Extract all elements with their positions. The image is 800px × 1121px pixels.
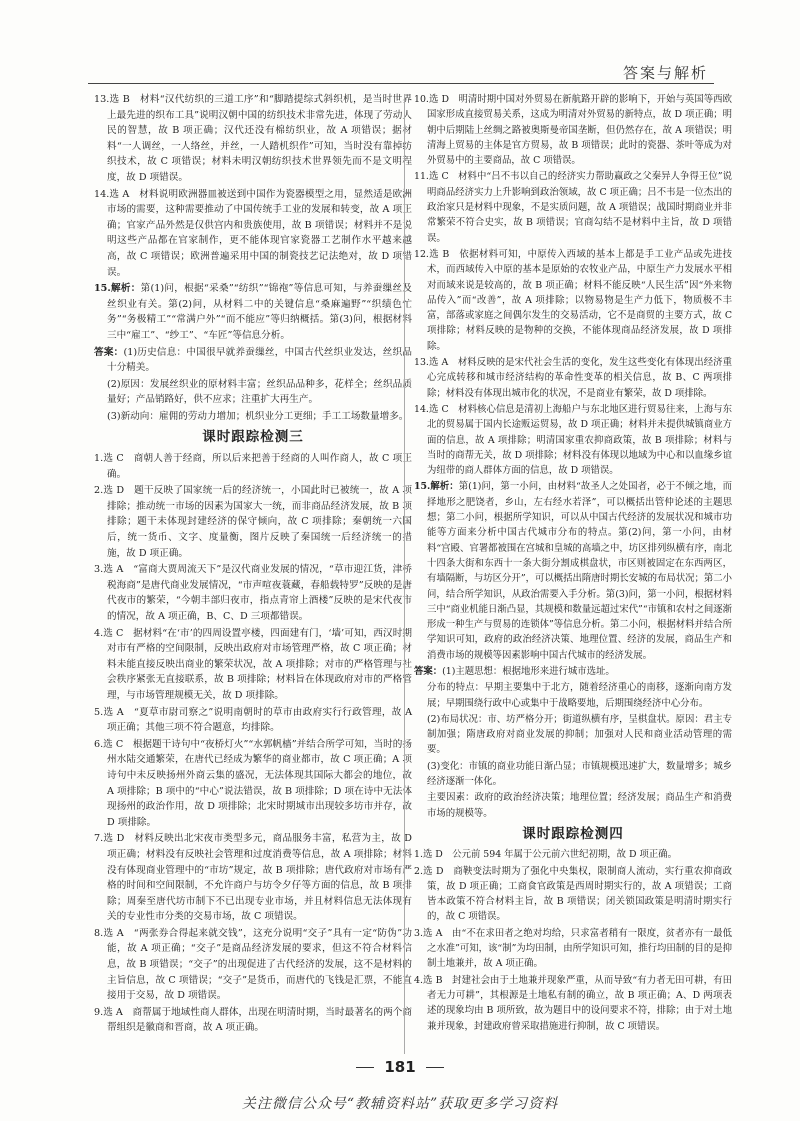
answer-text: 2.选 D 题干反映了国家统一后的经济统一，小国此时已被统一，故 A 项排除；推动统一市场的因素为国家大一统，而非商品经济发展，故 B 项排除；题干未体现封建经济的保守倾向，故 C 项排除；秦朝统一六国后，统一货币、文字、度量衡，图片反映了秦国统一后经济统一的措施，故 D 项正确。 [94, 485, 412, 559]
right-column [414, 92, 732, 1035]
answer-item [94, 562, 412, 624]
answer-item [94, 187, 412, 281]
answer-item [94, 737, 412, 831]
answer-text: (1)主题思想：根据地形来进行城市选址。 [442, 665, 615, 677]
answer-text: 1.选 C 商朝人善于经商，所以后来把善于经商的人叫作商人，故 C 项正确。 [94, 453, 412, 480]
answer-text: 1.选 D 公元前 594 年属于公元前六世纪初期，故 D 项正确。 [414, 849, 678, 861]
header-divider [88, 83, 714, 84]
answer-text: 5.选 A “夏草市尉司察之”说明南朝时的草市由政府实行行政管理，故 A 项正确；其他三项不符合题意，均排除。 [94, 706, 412, 734]
answer-item [414, 479, 732, 663]
answer-text: 14.选 A 材料说明欧洲器皿被送到中国作为瓷器模型之用，显然适是欧洲市场的需要，这种需要推动了中国传统手工业的发展和转变，故 A 项正确；官家产品外然是仅供宫内和贵族使用，故 B 项错误；材料并不是说明这些产品都在官家制作，更不能体现官家瓷器工艺制作水平越来越高，故 C 项错误；欧洲普遍采用中国的制瓷技艺记法绝对，故 D 项错误。 [94, 188, 412, 278]
answer-text: (3)新动向：雇佣的劳动力增加；机织业分工更细；手工工场数量增多。 [107, 410, 409, 422]
answer-item [94, 626, 412, 704]
column-divider [404, 94, 405, 1054]
answer-item [414, 759, 732, 790]
left-column [94, 92, 412, 1037]
answer-item [94, 831, 412, 925]
answer-item [94, 926, 412, 1004]
answer-item [94, 483, 412, 561]
answer-text: (2)原因：发展丝织业的原材料丰富；丝织品品种多，花样全；丝织品质量好；产品销路好，供不应求；注重扩大再生产。 [107, 378, 412, 406]
answer-item [414, 712, 732, 758]
answer-item [94, 1005, 412, 1036]
page-number [0, 1058, 800, 1076]
answer-text: 12.选 B 依据材料可知，中原传入西域的基本上都是手工业产品或先进技术，而西域传入中原的基本是原始的农牧业产品，中原生产力发展水平相对而域来说是较高的，故 B 项正确；材料不能反映“人民生活”因“外来物品传入”而“改善”，故 A 项排除；以物易物是生产力低下，物质极不丰富，部落或家庭之间偶尔发生的交易活动，它不是商贸的主要方式，故 C 项排除；材料反映的是物种的交换，不能体现商品经济发展，故 D 项排除。 [414, 248, 732, 352]
answer-item [414, 247, 732, 354]
page-header-title: 答案与解析 [622, 64, 708, 82]
answer-item [94, 281, 412, 343]
answer-item [414, 926, 732, 972]
section-title: 课时跟踪检测四 [522, 825, 624, 842]
answer-text: 14.选 C 材料核心信息是清初上海船户与东北地区进行贸易往来，上海与东北的贸易属于国内长途贩运贸易，故 D 项正确；材料并未提供城镇商业方面的信息，故 A 项排除；明清国家重农抑商政策，故 B 项排除；材料与当时的商帮无关，故 D 项排除；材料没有体现以地域为中心和以血缘乡谊为纽带的商人群体方面的信息，故 D 项错误。 [414, 403, 732, 477]
answer-item [414, 790, 732, 821]
answer-text: (1)历史信息：中国很早就养蚕缫丝，中国古代丝织业发达，丝织品十分精美。 [107, 346, 413, 374]
answer-item [414, 973, 732, 1034]
answer-text: 2.选 D 商鞅变法时期为了强化中央集权，限制商人流动，实行重农抑商政策，故 D 项正确；工商食官政策是西周时期实行的，故 A 项错误；工商皆本政策不符合材料主旨，故 B 项错误；闭关锁国政策是明清时期实行的，故 C 项错误。 [414, 865, 732, 923]
answer-item [414, 847, 732, 862]
answer-text: 第(1)问，第一小问，由材料“故圣人之处国者，必于不倾之地，而择地形之肥饶者，乡山，左右经水若泽”，可以概括出管仲论述的主题思想；第二小问，根据所学知识，可以从中国古代经济的发展状况和城市功能等方面来分析中国古代城市分布的特点。第(2)问，第一小问，由材料“宫殿、官署都被围在宫城和皇城的高墙之中，坊区排列纵横有序，南北十四条大街和东西十一条大街分割成棋盘状，市区则被固定在东西两区，有墙隔断，与坊区分开”，可以概括出隋唐时期长安城的布局状况；第二小问，结合所学知识，从政治需要入手分析。第(3)问，第一小问，根据材料三中“商业机能日渐凸显，其规模和数量远超过宋代”“市镇和农村之间逐渐形成一种生产与贸易的连锁体”等信息分析。第二小问，根据材料并结合所学知识可知，政府的政治经济决策、地理位置、经济的发展，商品生产和消费市场的规模等因素影响中国古代城市的经济发展。 [427, 481, 733, 661]
answer-text: 3.选 A 由“不在求田者之绝对均给，只求富者稍有一限度，贫者亦有一最低之水准”可知，该“制”为均田制，由所学知识可知，推行均田制的目的是抑制土地兼并，故 A 项正确。 [414, 927, 733, 970]
answer-text: (3)变化：市镇的商业功能日渐凸显；市镇规模迅速扩大，数量增多；城乡经济逐渐一体化。 [427, 760, 732, 788]
answer-label: 15.解析： [94, 283, 141, 295]
answer-item [94, 705, 412, 736]
answer-text: 主要因素：政府的政治经济决策；地理位置；经济发展；商品生产和消费市场的规模等。 [427, 792, 732, 819]
answer-item [94, 92, 412, 186]
answer-text: 3.选 A “富商大贾周流天下”是汉代商业发展的情况，“草市迎江货，津桥税海商”是唐代商业发展情况，“市声喧夜蓑藏，春船载特罗”反映的是唐代夜市的繁荣，“今朝丰部归夜市，指点青帘上酒楼”反映的是宋代夜市的情况，故 A 项正确，B、C、D 三项都错误。 [94, 564, 412, 622]
answer-text: 6.选 C 根据题干诗句中“夜桥灯火”“水郭帆樯”并结合所学可知，当时的扬州水陆交通繁荣，在唐代已经成为繁华的商业都市，故 C 项正确；A 项诗句中未反映扬州外商云集的盛况，无法体现其国际大都会的地位，故 A 项排除；B 项中的“中心”说法错误，故 B 项排除；D 项在诗中无法体现扬州的政治作用，故 D 项排除；北宋时期城市出现较多坊市并存，故 D 项排除。 [94, 738, 412, 828]
answer-label: 答案： [94, 346, 124, 358]
answer-text: 13.选 A 材料反映的是宋代社会生活的变化，发生这些变化有体现出经济重心完成转移和城市经济结构的革命性变革的相关信息，故 B、C 两项排除；材料没有体现出城市化的状况，不是商业有繁荣，故 D 项排除。 [414, 357, 732, 399]
answer-item [414, 355, 732, 401]
answer-text: (2)布局状况：市、坊严格分开；街道纵横有序，呈棋盘状。原因：君主专制加强；隋唐政府对商业发展的抑制；加强对人民和商业活动管理的需要。 [427, 713, 732, 756]
answer-text: 4.选 B 封建社会由于土地兼并现象严重，从而导致“有力者无田可耕，有田者无力可耕”，其根源是土地私有制的确立，故 B 项正确；A、D 两项表述的现象均由 B 项所致，故为题目中的设问要求不符，排除；由于对土地兼并现象，封建政府曾采取措施进行抑制，故 C 项错误。 [414, 974, 732, 1032]
answer-label: 15.解析： [414, 481, 459, 493]
answer-item [414, 680, 732, 711]
answer-text: 9.选 A 商帮属于地域性商人群体，出现在明清时期，当时最著名的两个商帮组织是徽商和晋商，故 A 项正确。 [94, 1006, 412, 1034]
footer-note: 关注微信公众号“教辅资料站”获取更多学习资料 [241, 1096, 559, 1112]
answer-text: 分布的特点：早期主要集中于北方，随着经济重心的南移，逐渐向南方发展；早期围绕行政中心或集中于战略要地，后期围绕经济中心分布。 [427, 682, 732, 709]
answer-label: 答案： [414, 665, 443, 677]
answer-item [94, 409, 412, 425]
answer-text: 11.选 C 材料中“吕不韦以自己的经济实力帮助赢政之父秦异人争得王位”说明商品经济实力上升影响到政治领域，故 C 项正确；吕不韦是一位杰出的政治家只是材料中现象，不是实质问题，故 A 项错误；战国时期商业并非常繁荣不符合史实，故 B 项错误；官商勾结不是材料中主旨，故 D 项错误。 [414, 171, 732, 244]
answer-item [94, 451, 412, 482]
answer-text: 4.选 C 据材料“在‘市’的四周设置亭楼，四面建有门，‘墙’可知，西汉时期对市有严格的空间限制，反映出政府对市场管理严格，故 C 项正确；材料未能直接反映出商业的繁荣状况，故 A 项排除；对市的严格管理与社会秩序紧张无直接联系，故 B 项排除；材料旨在体现政府对市的严格管理，与市场管理规模无关，故 D 项排除。 [94, 627, 412, 701]
answer-text: 7.选 D 材料反映出北宋夜市类型多元，商品服务丰富，私营为主，故 D 项正确；材料没有反映社会管理和过度消费等信息，故 A 项排除；材料没有体现商业管理中的“市坊”规定，故 B 项排除；唐代政府对市场有严格的时间和空间限制，不允许商户与坊令夕仔等方面的信息，故 B 项排除；周秦至唐代坊市制下不已出现专业市场，并且材料信息无法体现有关的专业性市分类的交易市场，故 C 项错误。 [94, 833, 412, 923]
answer-item [94, 377, 412, 408]
answer-text: 10.选 D 明清时期中国对外贸易在新航路开辟的影响下，开始与英国等西欧国家形成直接贸易关系，这成为明清对外贸易的新特点，故 D 项正确；明朝中后期陆上丝绸之路被奥斯曼帝国垄断，但仍然存在，故 A 项错误；明清海上贸易的主体是官方贸易，故 B 项错误；此时的瓷器、茶叶等成为对外贸易中的主要商品，故 C 项错误。 [414, 94, 732, 167]
answer-text: 第(1)问，根据“采桑”“纺织”“锦袍”等信息可知，与养蚕缫丝及丝织业有关。第(2)问，从材料二中的关键信息“桑麻遍野”“织绩色忙务”“务极精工”“常满户外”“而不能应”等归纳概括。第(3)问，根据材料三中“雇工”、“纱工”、“车匠”等信息分析。 [107, 283, 412, 341]
answer-text: 8.选 A “两张券合得起来就交钱”，这充分说明“交子”具有一定“防伪”功能，故 A 项正确；“交子”是商品经济发展的要求，但这不符合材料信息，故 B 项错误；“交子”的出现促进了古代经济的发展，这不是材料的主旨信息，故 C 项错误；“交子”是货币，而唐代的飞钱是汇票，不能直接用于交易，故 D 项错误。 [94, 927, 412, 1002]
answer-item [414, 92, 732, 168]
answer-item [94, 345, 412, 376]
page-number-value: 181 [384, 1058, 416, 1076]
answer-item [414, 402, 732, 478]
answer-item [414, 169, 732, 245]
answer-item [414, 664, 732, 679]
section-title: 课时跟踪检测三 [202, 429, 304, 446]
answer-item [414, 864, 732, 925]
answer-text: 13.选 B 材料“汉代纺织的三道工序”和“脚踏提综式斜织机，是当时世界上最先进的织布工具”说明汉朝中国的纺织技术非常先进，体现了劳动人民的智慧，故 B 项正确；汉代还没有棉纺织业，故 A 项错误；据材料“一人调丝，一人络丝，并丝，一人踏机织作”可知，当时没有靠掉纺织技术，故 C 项错误；材料未明汉朝纺织技术世界领先而不是文明程度，故 D 项错误。 [94, 94, 412, 183]
